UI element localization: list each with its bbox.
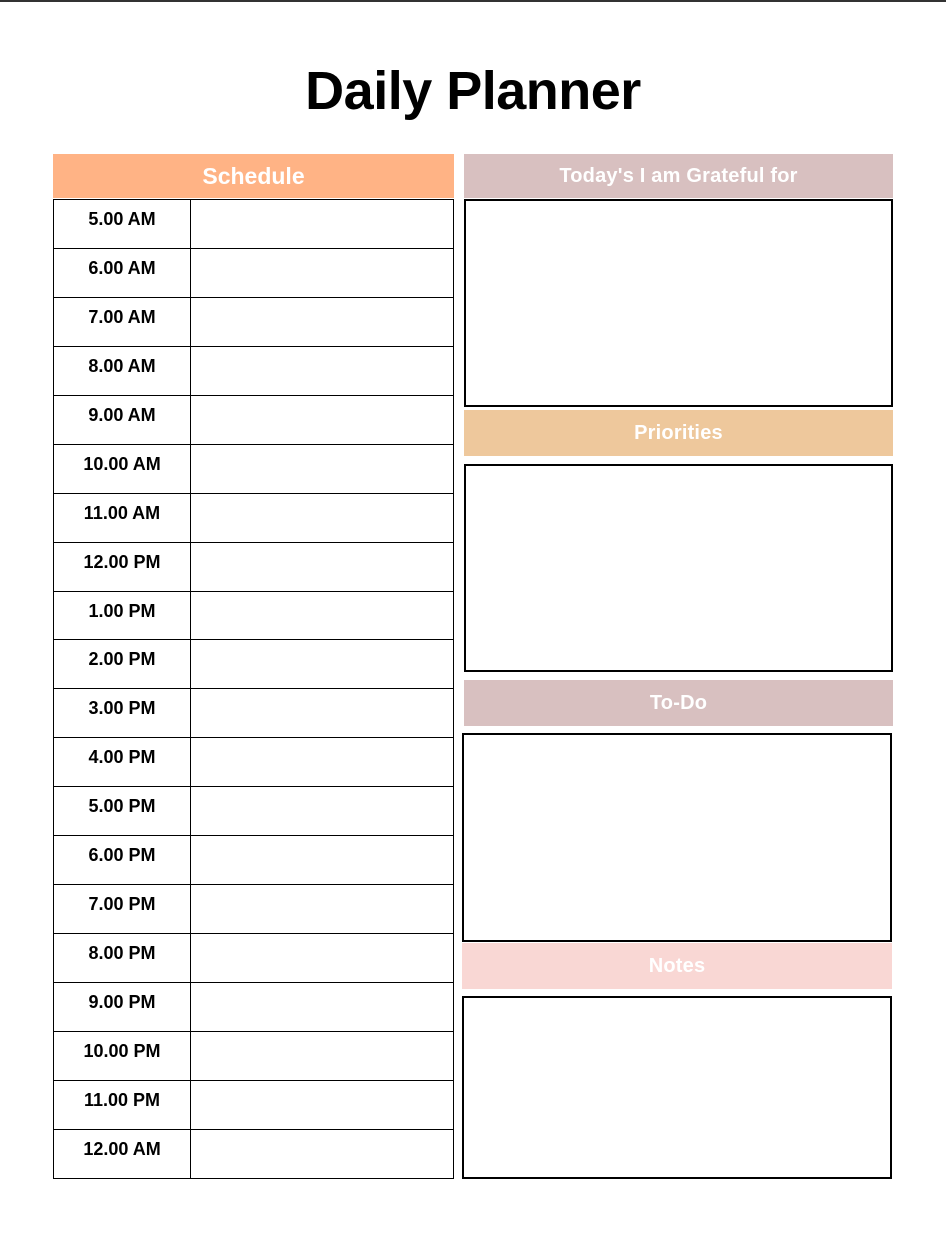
notes-header: Notes: [462, 943, 892, 989]
page-title: Daily Planner: [305, 61, 641, 121]
schedule-slot[interactable]: [191, 934, 454, 983]
schedule-time: 5.00 AM: [54, 200, 191, 249]
schedule-slot[interactable]: [191, 738, 454, 787]
schedule-time: 11.00 AM: [54, 493, 191, 542]
schedule-time: 9.00 PM: [54, 983, 191, 1032]
schedule-row: [54, 689, 454, 738]
schedule-row: [54, 444, 454, 493]
schedule-slot[interactable]: [191, 346, 454, 395]
schedule-row: [54, 395, 454, 444]
notes-box[interactable]: [462, 996, 892, 1179]
schedule-row: [54, 1080, 454, 1129]
schedule-slot[interactable]: [191, 1031, 454, 1080]
schedule-row: [54, 248, 454, 297]
schedule-slot[interactable]: [191, 395, 454, 444]
schedule-time: 12.00 AM: [54, 1129, 191, 1178]
schedule-time: 12.00 PM: [54, 542, 191, 591]
schedule-slot[interactable]: [191, 542, 454, 591]
schedule-slot[interactable]: [191, 689, 454, 738]
schedule-row: [54, 934, 454, 983]
schedule-time: 8.00 AM: [54, 346, 191, 395]
schedule-time: 1.00 PM: [54, 591, 191, 640]
schedule-table: [53, 199, 454, 1179]
schedule-slot[interactable]: [191, 297, 454, 346]
schedule-slot[interactable]: [191, 493, 454, 542]
schedule-slot[interactable]: [191, 1080, 454, 1129]
todo-header: To-Do: [464, 680, 893, 726]
schedule-time: 11.00 PM: [54, 1080, 191, 1129]
schedule-slot[interactable]: [191, 1129, 454, 1178]
schedule-header: Schedule: [53, 154, 454, 198]
top-border-line: [0, 0, 946, 2]
schedule-slot[interactable]: [191, 640, 454, 689]
schedule-time: 7.00 PM: [54, 885, 191, 934]
schedule-row: [54, 983, 454, 1032]
priorities-box[interactable]: [464, 464, 893, 672]
schedule-row: [54, 297, 454, 346]
grateful-header: Today's I am Grateful for: [464, 154, 893, 198]
schedule-time: 6.00 PM: [54, 836, 191, 885]
schedule-time: 7.00 AM: [54, 297, 191, 346]
schedule-slot[interactable]: [191, 885, 454, 934]
schedule-slot[interactable]: [191, 983, 454, 1032]
schedule-time: 5.00 PM: [54, 787, 191, 836]
schedule-slot[interactable]: [191, 200, 454, 249]
schedule-time: 2.00 PM: [54, 640, 191, 689]
schedule-row: [54, 346, 454, 395]
schedule-row: [54, 1129, 454, 1178]
schedule-slot[interactable]: [191, 444, 454, 493]
schedule-row: [54, 738, 454, 787]
schedule-row: [54, 836, 454, 885]
schedule-slot[interactable]: [191, 836, 454, 885]
schedule-row: [54, 591, 454, 640]
schedule-time: 9.00 AM: [54, 395, 191, 444]
schedule-time: 8.00 PM: [54, 934, 191, 983]
schedule-row: [54, 542, 454, 591]
schedule-slot[interactable]: [191, 248, 454, 297]
schedule-row: [54, 640, 454, 689]
schedule-time: 10.00 AM: [54, 444, 191, 493]
schedule-time: 3.00 PM: [54, 689, 191, 738]
schedule-row: [54, 885, 454, 934]
schedule-slot[interactable]: [191, 787, 454, 836]
schedule-time: 10.00 PM: [54, 1031, 191, 1080]
schedule-row: [54, 493, 454, 542]
schedule-body: [54, 200, 454, 1179]
schedule-row: [54, 787, 454, 836]
schedule-row: [54, 1031, 454, 1080]
schedule-time: 4.00 PM: [54, 738, 191, 787]
schedule-time: 6.00 AM: [54, 248, 191, 297]
grateful-box[interactable]: [464, 199, 893, 407]
schedule-row: [54, 200, 454, 249]
todo-box[interactable]: [462, 733, 892, 942]
priorities-header: Priorities: [464, 410, 893, 456]
schedule-slot[interactable]: [191, 591, 454, 640]
